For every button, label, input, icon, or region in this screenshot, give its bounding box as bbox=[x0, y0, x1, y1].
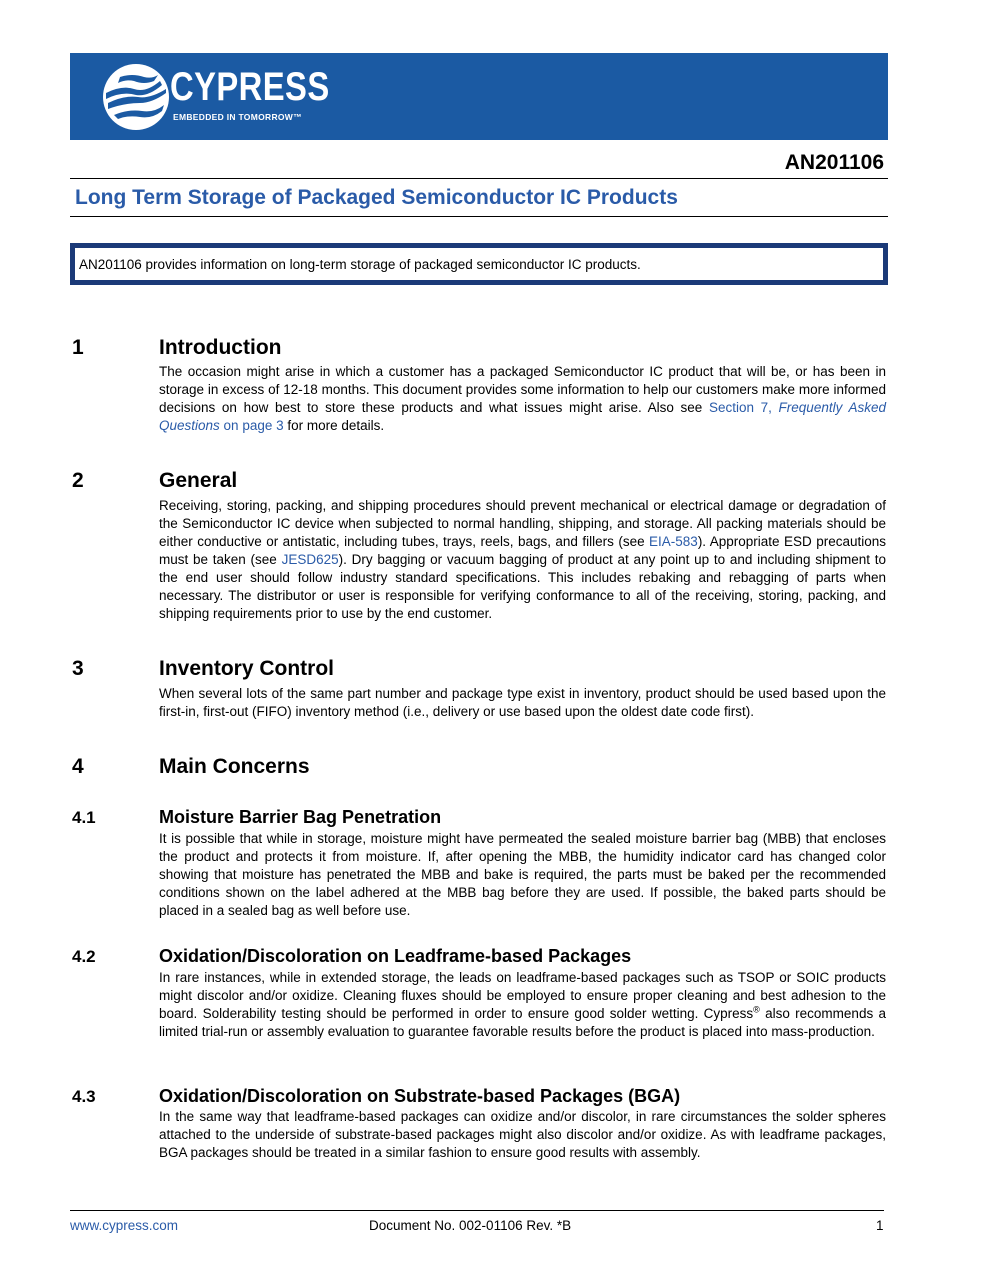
section-body: When several lots of the same part number and package type exist in inventory, product should be used based upon the first-in, first-out (FIFO) inventory method (i.e., delivery or use based upon the oldest date code first). bbox=[159, 686, 886, 719]
subsection-number: 4.2 bbox=[72, 947, 96, 966]
body-text: ). Appropriate ESD precautions must be taken (see bbox=[159, 534, 886, 567]
footer-document-number: Document No. 002-01106 Rev. *B bbox=[369, 1218, 572, 1233]
section-7-link[interactable]: Section 7, bbox=[708, 400, 779, 415]
logo-tagline: EMBEDDED IN TOMORROW™ bbox=[173, 112, 302, 122]
body-text: In rare instances, while in extended storage, the leads on leadframe-based packages such as TSOP or SOIC products might discolor and/or oxidize. Cleaning fluxes should be employed to ensure proper cleaning and best adhesion to the board. Solderability testing should be performed in order to ensure good solder wetting. Cypress bbox=[159, 970, 886, 1021]
subsection-heading: Moisture Barrier Bag Penetration bbox=[159, 807, 442, 827]
divider bbox=[70, 178, 888, 179]
subsection-body: In the same way that leadframe-based packages can oxidize and/or discolor, in rare circumstances the solder spheres attached to the underside of substrate-based packages might also discolor and/or oxidize. As with leadframe packages, BGA packages should be treated in a similar fashion to ensure good results with assembly. bbox=[159, 1109, 886, 1160]
section-heading: Main Concerns bbox=[159, 755, 310, 778]
section-heading: Inventory Control bbox=[159, 657, 335, 680]
page-number: 1 bbox=[876, 1218, 884, 1233]
registered-mark: ® bbox=[753, 1004, 760, 1015]
section-heading: Introduction bbox=[159, 336, 282, 359]
jesd625-link[interactable]: JESD625 bbox=[281, 552, 339, 567]
body-text: ). Dry bagging or vacuum bagging of product at any point up to and including shipment to the end user should follow industry standard specifications. This includes rebaking and rebagging of parts when necessary. The distributor or user is responsible for verifying conformance to all of the receiving, storing, packing, and shipping requirements prior to use by the end customer. bbox=[159, 552, 886, 621]
subsection-heading: Oxidation/Discoloration on Substrate-based Packages (BGA) bbox=[159, 1086, 681, 1106]
subsection-body: It is possible that while in storage, moisture might have permeated the sealed moisture barrier bag (MBB) that encloses the product and protects it from moisture. If, after opening the MBB, the humidity indicator card has changed color showing that moisture has penetrated the MBB and bake is required, the parts must be baked per the recommended conditions shown on the label adhered at the MBB bag before they are used. If possible, the baked parts should be placed in a sealed bag as well before use. bbox=[159, 831, 886, 918]
section-body bbox=[159, 363, 886, 435]
page-title: Long Term Storage of Packaged Semiconductor IC Products bbox=[75, 186, 678, 209]
abstract-text: AN201106 provides information on long-term storage of packaged semiconductor IC products. bbox=[79, 257, 641, 272]
section-number: 1 bbox=[72, 336, 84, 359]
document-number: AN201106 bbox=[784, 151, 884, 174]
subsection-body bbox=[159, 969, 886, 1041]
subsection-number: 4.3 bbox=[72, 1087, 96, 1106]
section-number: 3 bbox=[72, 657, 84, 680]
header-banner bbox=[70, 53, 888, 140]
section-number: 2 bbox=[72, 469, 84, 492]
subsection-number: 4.1 bbox=[72, 808, 96, 827]
eia-583-link[interactable]: EIA-583 bbox=[649, 534, 698, 549]
section-body bbox=[159, 497, 886, 623]
logo-wordmark: CYPRESS bbox=[170, 65, 330, 109]
body-text: Receiving, storing, packing, and shipping procedures should prevent mechanical or electrical damage or degradation of the Semiconductor IC device when subjected to normal handling, shipping, and storage. All packing materials should be either conductive or antistatic, including tubes, trays, reels, bags, and fillers (see bbox=[159, 498, 886, 549]
body-text: also recommends a limited trial-run or assembly evaluation to guarantee favorable results before the product is placed into mass-production. bbox=[159, 1006, 886, 1039]
subsection-heading: Oxidation/Discoloration on Leadframe-based Packages bbox=[159, 946, 632, 966]
section-heading: General bbox=[159, 469, 238, 492]
body-text: The occasion might arise in which a customer has a packaged Semiconductor IC product that will be, or has been in storage in excess of 12-18 months. This document provides some information to help our customers make more informed decisions on how best to store these products and what issues might arise. Also see bbox=[159, 364, 886, 415]
faq-link[interactable]: Frequently Asked Questions bbox=[159, 400, 886, 433]
footer-website-link[interactable]: www.cypress.com bbox=[70, 1218, 179, 1233]
footer-divider bbox=[70, 1210, 884, 1211]
section-number: 4 bbox=[72, 755, 84, 778]
abstract-box bbox=[70, 243, 888, 285]
divider bbox=[70, 216, 888, 217]
body-text: for more details. bbox=[283, 418, 385, 433]
page-3-link[interactable]: on page 3 bbox=[219, 418, 284, 433]
